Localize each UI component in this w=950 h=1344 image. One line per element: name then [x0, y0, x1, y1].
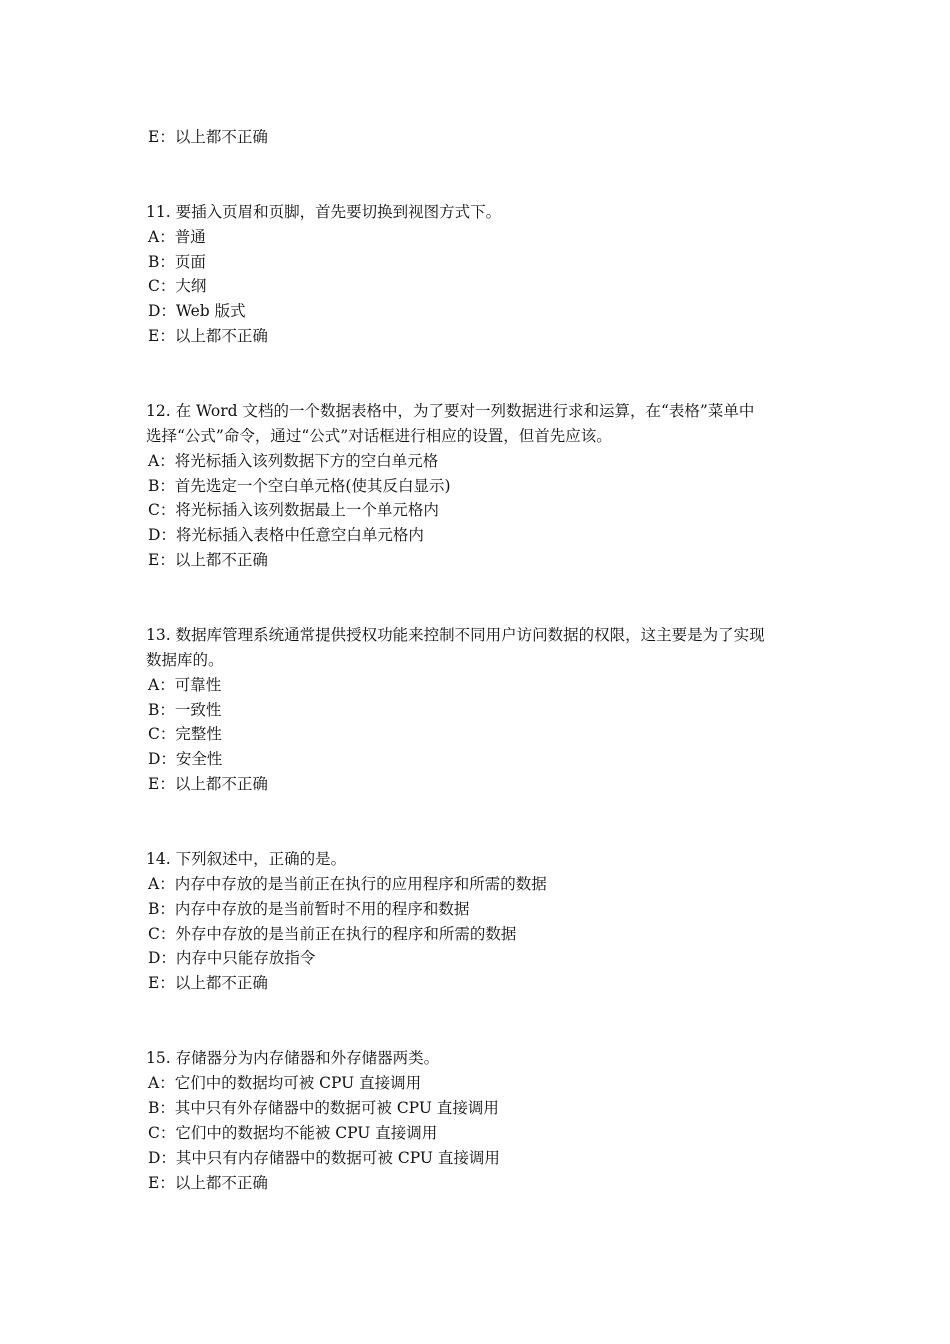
question-11-option-a: A：普通 [148, 228, 206, 246]
question-12-option-a: A：将光标插入该列数据下方的空白单元格 [148, 452, 439, 470]
question-13-option-b: B：一致性 [148, 701, 222, 719]
question-15-option-c: C：它们中的数据均不能被 CPU 直接调用 [148, 1124, 438, 1142]
question-11-option-c: C：大纲 [148, 277, 207, 295]
question-12-option-d: D：将光标插入表格中任意空白单元格内 [148, 526, 424, 544]
question-11-option-e: E：以上都不正确 [148, 327, 268, 345]
question-15-stem: 15. 存储器分为内存储器和外存储器两类。 [146, 1049, 440, 1067]
question-13-option-a: A：可靠性 [148, 676, 222, 694]
question-13-stem-line-2: 数据库的。 [146, 651, 224, 669]
question-14-option-b: B：内存中存放的是当前暂时不用的程序和数据 [148, 900, 470, 918]
question-14-option-d: D：内存中只能存放指令 [148, 949, 316, 967]
question-12-stem-line-1: 12. 在 Word 文档的一个数据表格中，为了要对一列数据进行求和运算，在“表格”菜单中 [146, 402, 755, 420]
question-13-option-c: C：完整性 [148, 725, 222, 743]
question-12-stem-line-2: 选择“公式”命令，通过“公式”对话框进行相应的设置，但首先应该。 [146, 427, 612, 445]
question-12-option-c: C：将光标插入该列数据最上一个单元格内 [148, 501, 439, 519]
question-15-option-d: D：其中只有内存储器中的数据可被 CPU 直接调用 [148, 1149, 500, 1167]
question-12-option-e: E：以上都不正确 [148, 551, 268, 569]
question-13-option-e: E：以上都不正确 [148, 775, 268, 793]
question-14-option-c: C：外存中存放的是当前正在执行的程序和所需的数据 [148, 925, 517, 943]
question-14-stem: 14. 下列叙述中，正确的是。 [146, 850, 347, 868]
question-15-option-b: B：其中只有外存储器中的数据可被 CPU 直接调用 [148, 1099, 499, 1117]
question-12-option-b: B：首先选定一个空白单元格(使其反白显示) [148, 477, 451, 495]
question-15-option-a: A：它们中的数据均可被 CPU 直接调用 [148, 1074, 422, 1092]
question-13-option-d: D：安全性 [148, 750, 223, 768]
question-11-option-b: B：页面 [148, 253, 206, 271]
option-e: E：以上都不正确 [148, 128, 268, 146]
question-11-stem: 11. 要插入页眉和页脚，首先要切换到视图方式下。 [146, 203, 502, 221]
question-11-option-d: D：Web 版式 [148, 302, 246, 320]
question-13-stem-line-1: 13. 数据库管理系统通常提供授权功能来控制不同用户访问数据的权限，这主要是为了实现 [146, 626, 765, 644]
question-14-option-e: E：以上都不正确 [148, 974, 268, 992]
question-14-option-a: A：内存中存放的是当前正在执行的应用程序和所需的数据 [148, 875, 547, 893]
question-15-option-e: E：以上都不正确 [148, 1174, 268, 1192]
